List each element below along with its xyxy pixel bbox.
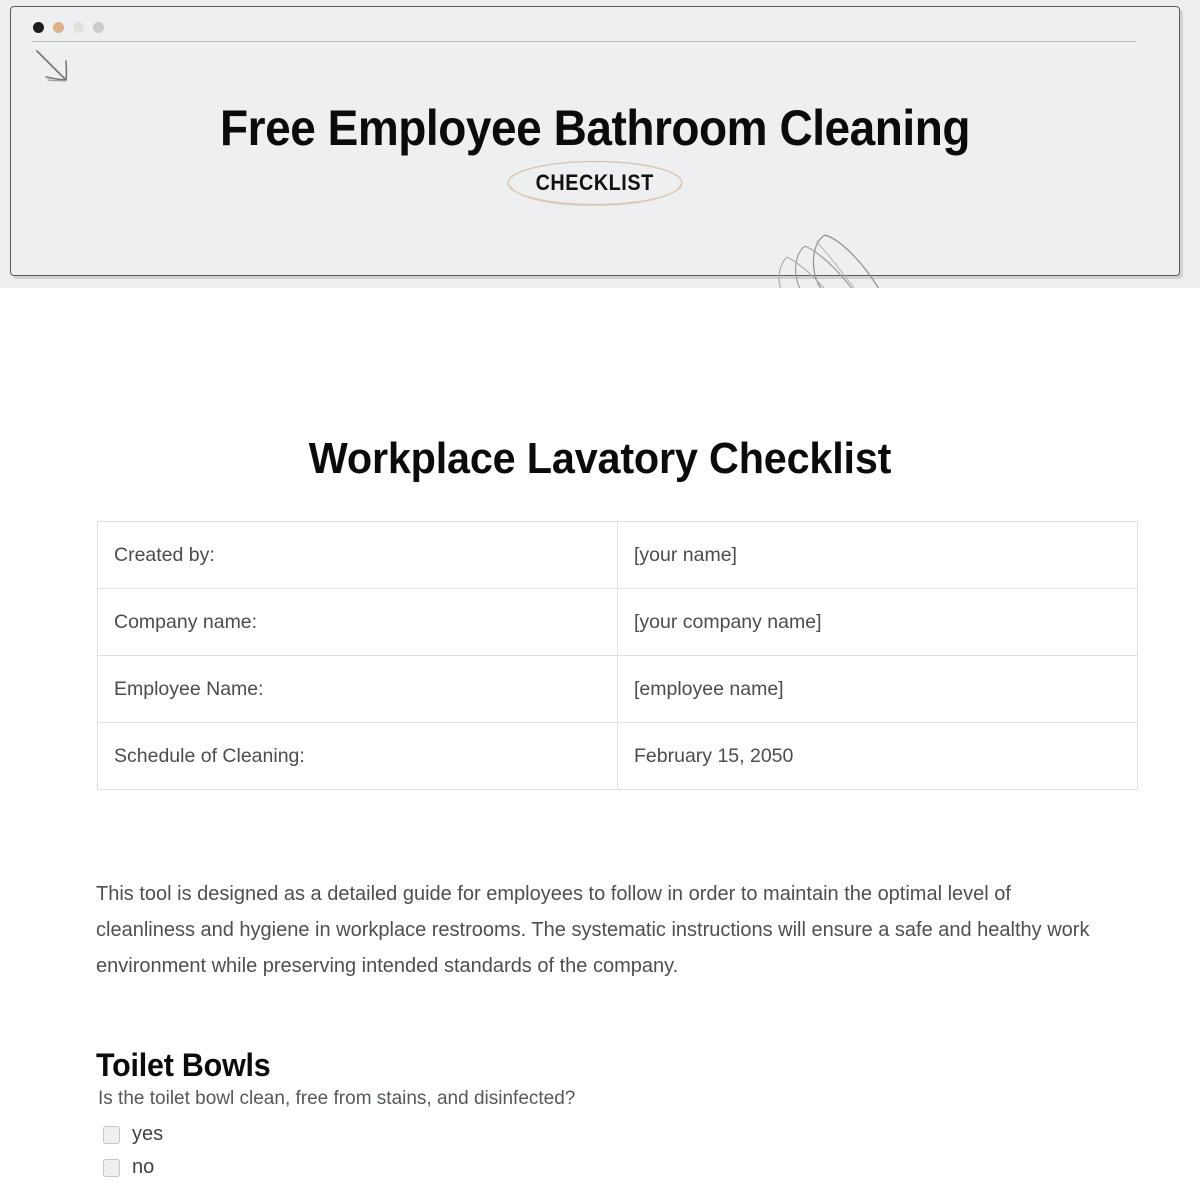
info-label-schedule: Schedule of Cleaning: xyxy=(98,723,618,790)
info-value-company-name[interactable]: [your company name] xyxy=(618,589,1138,656)
option-row-no[interactable] xyxy=(98,1151,1098,1184)
banner-subtitle: CHECKLIST xyxy=(535,170,655,195)
section-heading-toilet-bowls: Toilet Bowls xyxy=(96,1046,271,1083)
window-dot-tan[interactable] xyxy=(53,22,64,33)
window-dot-sage[interactable] xyxy=(73,22,84,33)
window-divider xyxy=(32,41,1136,42)
option-row-yes[interactable] xyxy=(98,1118,1098,1151)
info-table xyxy=(97,521,1138,790)
document-page xyxy=(0,288,1200,1198)
question-text: Is the toilet bowl clean, free from stains, and disinfected? xyxy=(98,1088,576,1109)
window-dot-black[interactable] xyxy=(33,22,44,33)
option-label-no: no xyxy=(132,1156,155,1178)
info-value-employee-name[interactable]: [employee name] xyxy=(618,656,1138,723)
checkbox-yes[interactable] xyxy=(103,1126,120,1144)
option-label-yes: yes xyxy=(132,1123,164,1145)
window-dot-gray[interactable] xyxy=(93,22,104,33)
banner-title: Free Employee Bathroom Cleaning xyxy=(219,100,971,156)
preview-window xyxy=(10,6,1180,276)
window-controls xyxy=(33,22,104,33)
table-row xyxy=(98,522,1138,589)
question-block-toilet-bowls xyxy=(98,1088,1098,1184)
info-value-created-by[interactable]: [your name] xyxy=(618,522,1138,589)
intro-paragraph: This tool is designed as a detailed guide for employees to follow in order to maintain the optimal level of cleanliness and hygiene in workplace restrooms. The systematic instructions will ensure a safe and healthy work environment while preserving intended standards of the company. xyxy=(96,883,1090,977)
info-label-created-by: Created by: xyxy=(98,522,618,589)
checkbox-no[interactable] xyxy=(103,1159,120,1177)
info-table-body xyxy=(98,522,1138,790)
info-label-employee-name: Employee Name: xyxy=(98,656,618,723)
table-row xyxy=(98,589,1138,656)
info-value-schedule[interactable]: February 15, 2050 xyxy=(618,723,1138,790)
table-row xyxy=(98,723,1138,790)
banner-subtitle-wrap xyxy=(11,159,1179,207)
checklist-oval-badge xyxy=(505,159,685,207)
info-label-company-name: Company name: xyxy=(98,589,618,656)
page-title: Workplace Lavatory Checklist xyxy=(308,434,892,484)
arrow-doodle-icon xyxy=(33,47,103,95)
table-row xyxy=(98,656,1138,723)
banner-region xyxy=(0,0,1200,288)
